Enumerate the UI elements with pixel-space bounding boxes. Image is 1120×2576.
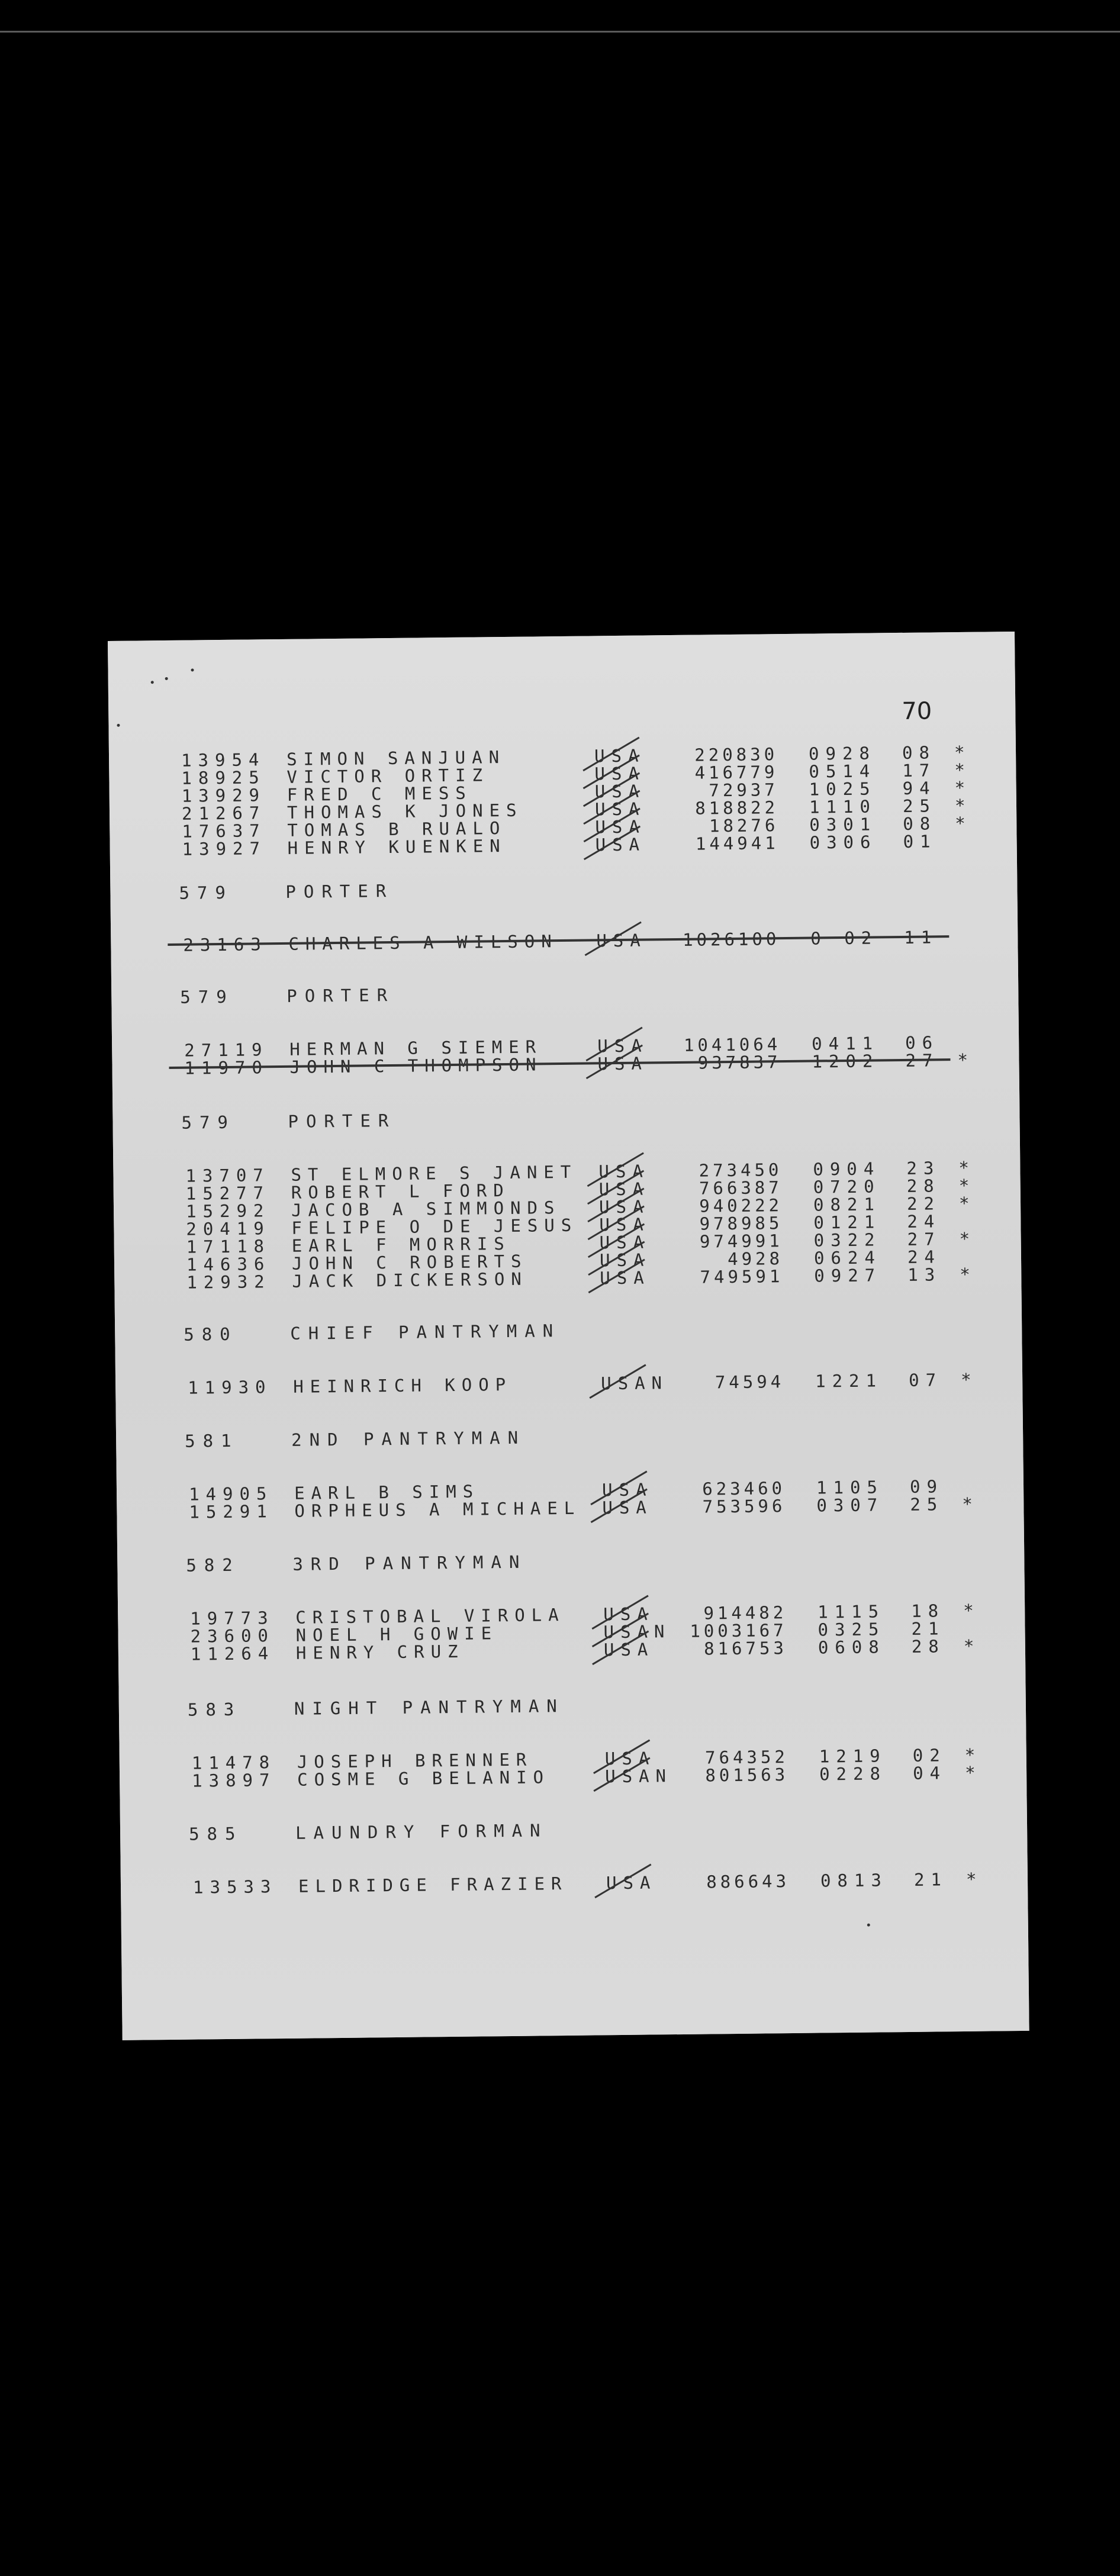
crew-nat: USA [600,1267,651,1289]
crew-age: 94 [902,778,936,798]
crew-nat: USA [598,1196,650,1218]
crew-ssn: 416779 [694,762,778,783]
crew-nat: USA [598,1178,650,1200]
crew-num: 18925 [181,767,266,788]
job-code: 579 [180,986,234,1007]
crew-date: 0813 [820,1870,889,1891]
crew-age: 09 [909,1476,944,1497]
crew-age: 02 [912,1745,947,1766]
crew-ssn: 220830 [694,744,778,765]
speck [151,681,154,684]
crew-name: JACOB A SIMMONDS [291,1197,561,1221]
crew-age: 08 [903,813,937,834]
crew-age: 21 [911,1618,945,1639]
crew-name: HENRY CRUZ [295,1641,465,1663]
crew-age: 17 [902,760,936,781]
crew-nat: USA [597,1035,648,1057]
crew-nat: USA [599,1232,651,1253]
crew-date: 1105 [816,1477,884,1498]
crew-name: HENRY KUENKEN [287,835,507,858]
crew-num: 11264 [190,1643,275,1664]
crew-ssn: 818822 [695,797,779,819]
crew-age: 08 [902,742,936,763]
crew-age: 07 [908,1370,943,1390]
crew-ssn: 801563 [705,1764,789,1786]
crew-nat: USAN [603,1621,671,1643]
speck [117,724,120,727]
crew-name: EARL F MORRIS [291,1233,511,1256]
crew-num: 13533 [192,1876,278,1898]
crew-date: 0301 [809,814,877,835]
section-header [115,1316,1022,1344]
crew-ssn: 1003167 [690,1620,787,1641]
crew-num: 11970 [184,1057,269,1078]
crew-row [115,1369,1022,1396]
section-header [116,1422,1023,1451]
job-code: 583 [187,1699,242,1720]
job-title: PORTER [287,984,395,1006]
job-title: CHIEF PANTRYMAN [290,1321,561,1344]
crew-age: 22 [906,1193,941,1214]
crew-nat: USA [594,763,645,784]
crew-mark: * [958,1175,976,1196]
crew-age: 28 [906,1176,941,1196]
crew-mark: * [962,1493,979,1514]
crew-age: 28 [911,1636,945,1657]
crew-num: 13707 [185,1165,270,1186]
crew-date: 0228 [819,1763,887,1785]
crew-name: SIMON SANJUAN [286,746,506,769]
crew-nat: USA [594,781,646,802]
crew-num: 14636 [186,1254,271,1275]
crew-nat: USA [595,834,646,855]
crew-ssn: 273450 [699,1160,783,1181]
crew-num: 13927 [182,838,267,859]
section-header [111,978,1018,1007]
crew-nat: USA [604,1748,656,1769]
crew-num: 17118 [186,1236,271,1257]
crew-age: 11 [904,927,938,948]
crew-name: FRED C MESS [287,783,472,805]
crew-num: 23600 [190,1625,275,1647]
crew-name: HERMAN G SIEMER [289,1036,543,1060]
crew-name: JACK DICKERSON [292,1268,528,1292]
crew-nat: USA [601,1479,653,1500]
crew-age: 06 [905,1032,939,1053]
crew-ssn: 18276 [709,815,779,836]
crew-nat: USA [599,1250,651,1271]
crew-nat: USA [602,1497,653,1518]
job-title: LAUNDRY FORMAN [295,1820,548,1843]
crew-name: ORPHEUS A MICHAEL [294,1498,581,1521]
crew-mark: * [964,1762,982,1783]
crew-num: 13954 [181,749,266,771]
crew-date: 1219 [819,1746,887,1767]
crew-ssn: 623460 [702,1478,786,1499]
crew-mark: * [958,1193,976,1213]
crew-nat: USA [597,1053,649,1074]
crew-num: 11930 [188,1377,272,1398]
crew-nat: USAN [601,1373,669,1394]
crew-name: ROBERT L FORD [291,1180,510,1203]
crew-num: 20419 [186,1218,271,1239]
crew-ssn: 4928 [727,1248,784,1270]
crew-nat: USA [594,745,645,767]
crew-mark: * [963,1600,980,1621]
crew-ssn: 974991 [699,1231,783,1252]
crew-num: 19773 [190,1608,275,1629]
crew-num: 15277 [185,1183,271,1204]
job-title: 3RD PANTRYMAN [292,1551,527,1574]
document-page [108,632,1029,2040]
crew-date: 0322 [813,1229,881,1251]
crew-name: CRISTOBAL VIROLA [295,1605,565,1628]
crew-num: 14905 [188,1483,273,1505]
crew-date: 0904 [813,1158,881,1180]
crew-name: ST ELMORE S JANET [291,1161,578,1185]
crew-date: 0325 [818,1619,886,1640]
crew-mark: * [957,1049,975,1071]
crew-mark: * [954,759,972,781]
job-code: 580 [184,1324,238,1345]
crew-name: TOMAS B RUALO [287,817,507,841]
crew-num: 11478 [191,1752,276,1773]
crew-age: 25 [910,1494,944,1515]
crew-age: 24 [907,1247,942,1267]
crew-row [121,1869,1028,1896]
crew-ssn: 753596 [702,1496,786,1517]
crew-date: 0121 [813,1212,881,1233]
crew-nat: USA [596,930,647,951]
crew-age: 27 [907,1229,941,1250]
crew-nat: USA [606,1872,657,1894]
crew-ssn: 766387 [699,1177,783,1199]
crew-mark: * [954,795,972,816]
section-header [117,1547,1024,1575]
crew-ssn: 1026100 [682,929,780,950]
job-title: NIGHT PANTRYMAN [294,1696,565,1719]
crew-name: FELIPE O DE JESUS [291,1215,578,1238]
crew-age: 25 [902,796,937,816]
section-header [119,1691,1026,1720]
crew-age: 24 [907,1211,941,1232]
crew-date: 0307 [816,1495,884,1516]
crew-mark: * [960,1369,978,1390]
crew-nat: USA [595,816,646,838]
crew-num: 27119 [184,1039,269,1061]
crew-num: 15292 [185,1200,271,1222]
crew-date: 0624 [813,1247,881,1268]
crew-mark: * [959,1228,977,1249]
crew-date: 1110 [809,796,877,817]
crew-name: NOEL H GOWIE [295,1623,498,1646]
crew-date: 1202 [812,1051,880,1072]
crew-mark: * [955,813,972,834]
job-code: 585 [188,1823,243,1844]
job-code: 579 [181,1112,236,1133]
crew-date: 0720 [813,1176,881,1197]
crew-age: 23 [906,1158,941,1178]
crew-name: JOSEPH BRENNER [297,1749,533,1772]
crew-name: THOMAS K JONES [287,800,523,823]
crew-nat: USA [594,798,646,820]
job-code: 581 [184,1430,239,1451]
crew-num: 12932 [186,1271,271,1293]
crew-ssn: 816753 [703,1638,788,1659]
crew-age: 04 [912,1763,947,1783]
crew-mark: * [954,777,972,798]
crew-date: 1221 [815,1370,883,1392]
crew-name: ELDRIDGE FRAZIER [298,1873,568,1896]
crew-name: EARL B SIMS [294,1481,480,1503]
job-title: PORTER [288,1110,397,1132]
crew-mark: * [958,1157,976,1178]
crew-name: HEINRICH KOOP [293,1374,513,1397]
crew-nat: USA [599,1214,650,1235]
crew-mark: * [960,1264,977,1284]
crew-nat: USA [598,1161,649,1182]
job-title: 2ND PANTRYMAN [291,1427,526,1450]
crew-date: 0306 [809,832,877,853]
crew-name: JOHN C ROBERTS [291,1251,528,1274]
crew-date: 0928 [808,743,877,764]
crew-num: 13897 [191,1770,276,1791]
crew-nat: USA [603,1603,654,1625]
crew-date: 1115 [818,1601,886,1622]
crew-num: 15291 [189,1501,273,1522]
crew-date: 0 02 [810,928,878,949]
crew-mark: * [963,1635,981,1656]
crew-date: 0411 [812,1033,880,1054]
crew-date: 1025 [809,778,877,800]
crew-name: CHARLES A WILSON [288,931,558,954]
crew-ssn: 144941 [695,833,779,854]
job-code: 579 [179,882,234,903]
crew-name: VICTOR ORTIZ [287,765,490,787]
crew-ssn: 74594 [715,1371,785,1393]
scan-border-line [0,31,1120,33]
crew-num: 13929 [181,785,266,806]
crew-date: 0514 [809,761,877,782]
crew-ssn: 978985 [699,1213,783,1234]
crew-date: 0608 [818,1637,886,1658]
crew-ssn: 72937 [709,780,778,801]
job-code: 582 [186,1554,240,1576]
crew-num: 17637 [182,820,266,842]
crew-ssn: 914482 [703,1602,787,1624]
speck [191,668,194,671]
crew-nat: USA [603,1639,655,1660]
crew-ssn: 1041064 [683,1034,781,1055]
crew-ssn: 937837 [697,1052,781,1073]
crew-name: JOHN C THOMPSON [289,1054,543,1077]
crew-date: 0821 [813,1194,881,1215]
section-header [112,1104,1019,1132]
page-number: 70 [902,697,932,725]
crew-age: 27 [905,1050,939,1071]
crew-age: 18 [911,1601,945,1621]
crew-num: 23163 [183,934,268,955]
crew-mark: * [954,742,971,763]
crew-name: COSME G BELANIO [297,1767,551,1790]
crew-date: 0927 [814,1265,882,1286]
crew-mark: * [965,1869,983,1889]
section-header [110,874,1017,903]
crew-ssn: 886643 [706,1871,790,1892]
crew-nat: USAN [604,1766,673,1787]
speck [867,1924,870,1927]
crew-ssn: 749591 [700,1266,784,1287]
crew-age: 13 [907,1264,942,1285]
section-header [120,1815,1027,1844]
crew-mark: * [964,1744,982,1765]
crew-ssn: 764352 [704,1747,788,1768]
crew-ssn: 940222 [699,1195,783,1216]
speck [165,677,168,680]
crew-age: 01 [903,831,937,852]
crew-age: 21 [913,1869,948,1890]
crew-num: 21267 [181,803,266,824]
job-title: PORTER [285,880,394,902]
